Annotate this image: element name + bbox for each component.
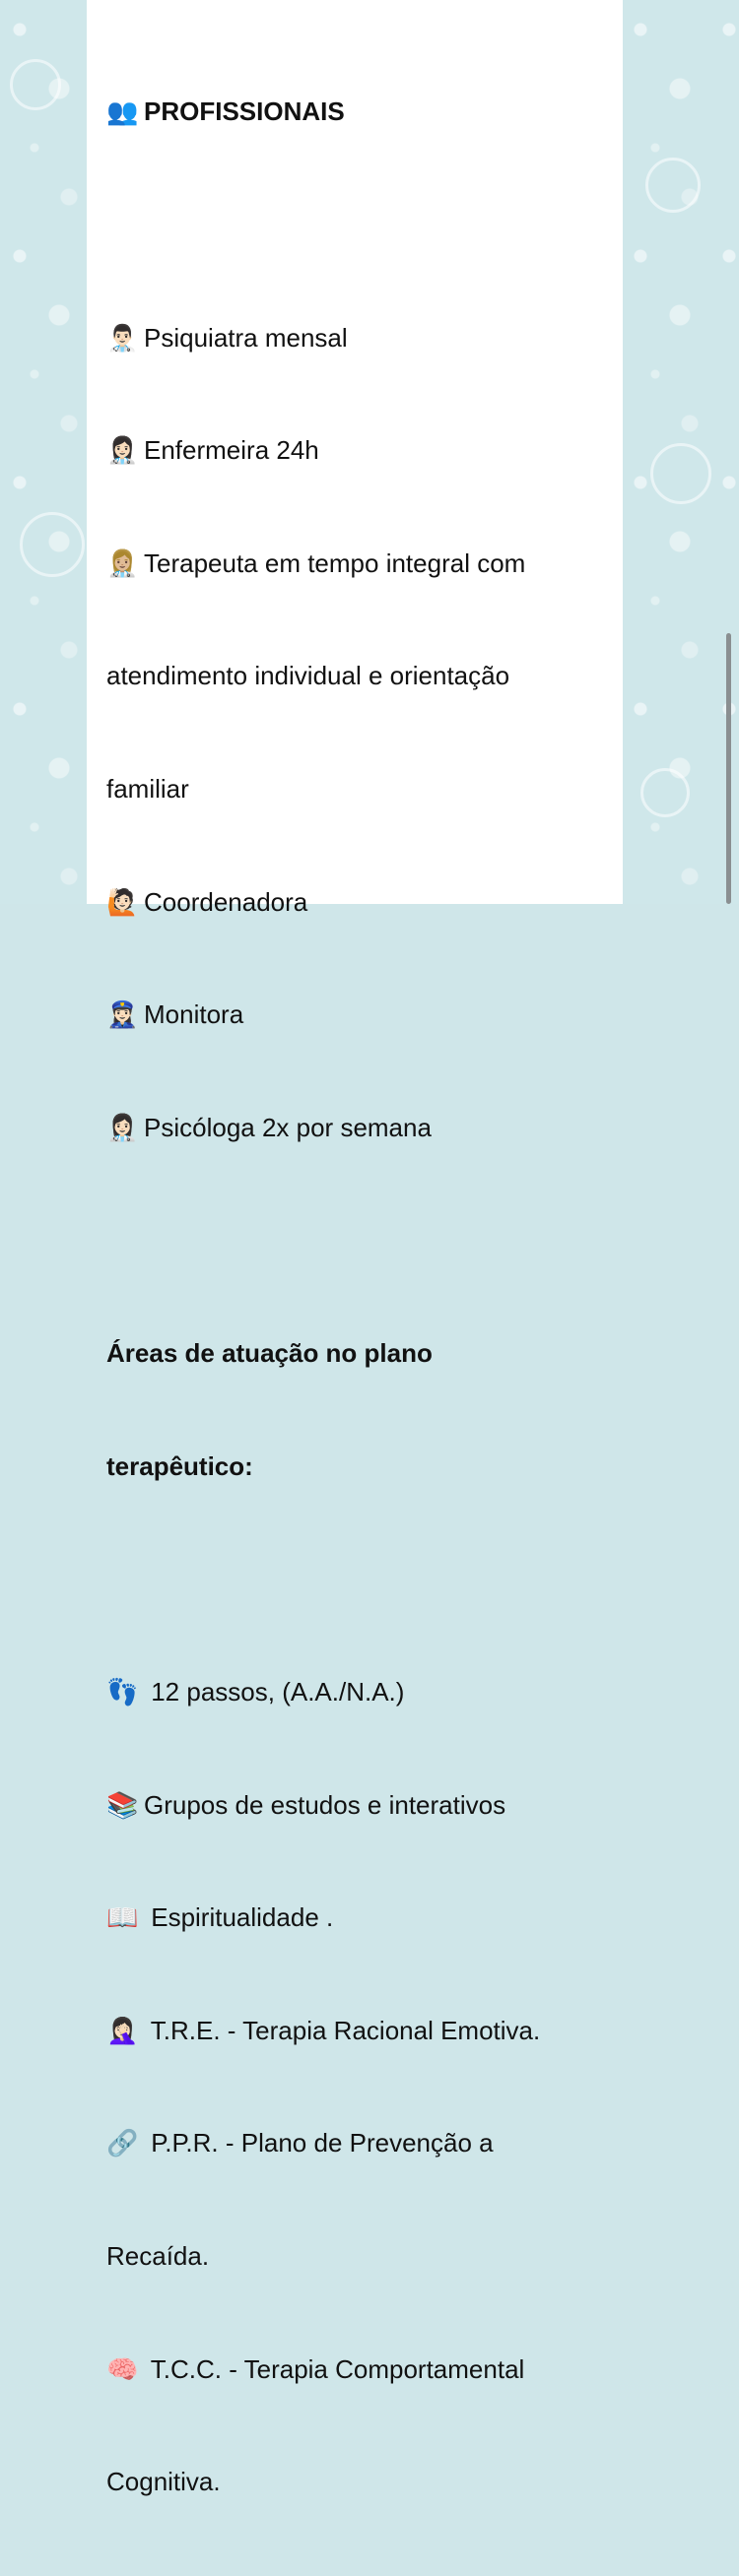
area-text: 12 passos, (A.A./N.A.): [144, 1676, 405, 1707]
message-text: [106, 18, 599, 2576]
area-line: [106, 2351, 599, 2388]
wallpaper-doodle: [650, 443, 711, 504]
books-icon: 📚: [106, 1789, 139, 1820]
professionals-title-line: [106, 93, 599, 130]
officer-woman-icon: 👮🏻‍♀️: [106, 999, 139, 1030]
open-book-icon: 📖: [106, 1902, 139, 1933]
facepalm-woman-icon: 🤦🏻‍♀️: [106, 2015, 139, 2045]
wallpaper-doodle: [640, 768, 690, 817]
nurse-woman-icon: 👩🏻‍⚕️: [106, 435, 139, 466]
people-icon: 👥: [106, 97, 139, 127]
footprints-icon: 👣: [106, 1676, 139, 1707]
area-line: [106, 2237, 599, 2275]
professional-line: [106, 883, 599, 921]
message-bubble[interactable]: [87, 0, 623, 2497]
raising-hand-icon: 🙋🏻: [106, 886, 139, 917]
area-line: [106, 2463, 599, 2500]
area-text: Cognitiva.: [106, 2467, 221, 2497]
area-text: Recaída.: [106, 2240, 210, 2271]
area-text: T.R.E. - Terapia Racional Emotiva.: [144, 2015, 541, 2045]
blank-line: [106, 206, 599, 243]
therapist-woman-icon: 👩🏼‍⚕️: [106, 547, 139, 578]
blank-line: [106, 1560, 599, 1597]
professional-line: [106, 545, 599, 582]
area-text: T.C.C. - Terapia Comportamental: [144, 2353, 525, 2384]
professional-line: [106, 1109, 599, 1146]
professional-text: Psicóloga 2x por semana: [144, 1112, 432, 1142]
professional-text: Terapeuta em tempo integral com: [144, 547, 526, 578]
professional-line: [106, 319, 599, 356]
area-text: Grupos de estudos e interativos: [144, 1789, 506, 1820]
area-line: [106, 1786, 599, 1824]
professional-text: Coordenadora: [144, 886, 308, 917]
area-line: [106, 2124, 599, 2161]
professionals-title: PROFISSIONAIS: [144, 97, 345, 127]
professional-text: Psiquiatra mensal: [144, 322, 348, 353]
areas-title-line: terapêutico:: [106, 1450, 253, 1481]
area-line: [106, 2012, 599, 2049]
area-line: [106, 1899, 599, 1936]
professional-line: [106, 431, 599, 469]
doctor-man-icon: 👨🏻‍⚕️: [106, 322, 139, 353]
wallpaper-doodle: [645, 158, 701, 213]
wallpaper-doodle: [20, 512, 85, 577]
wallpaper-doodle: [10, 59, 61, 110]
professional-line: [106, 996, 599, 1033]
area-text: P.P.R. - Plano de Prevenção a: [144, 2128, 494, 2158]
blank-line: [106, 1221, 599, 1258]
areas-title-line: Áreas de atuação no plano: [106, 1338, 433, 1369]
area-text: Espiritualidade .: [144, 1902, 334, 1933]
scrollbar[interactable]: [726, 633, 731, 904]
brain-icon: 🧠: [106, 2353, 139, 2384]
professional-text: atendimento individual e orientação: [106, 661, 510, 691]
area-line: [106, 1673, 599, 1710]
professional-text: Monitora: [144, 999, 244, 1030]
professional-line: [106, 657, 599, 694]
professional-line: [106, 770, 599, 807]
psychologist-woman-icon: 👩🏻‍⚕️: [106, 1112, 139, 1142]
professional-text: Enfermeira 24h: [144, 435, 319, 466]
link-icon: 🔗: [106, 2128, 139, 2158]
professional-text: familiar: [106, 774, 189, 805]
